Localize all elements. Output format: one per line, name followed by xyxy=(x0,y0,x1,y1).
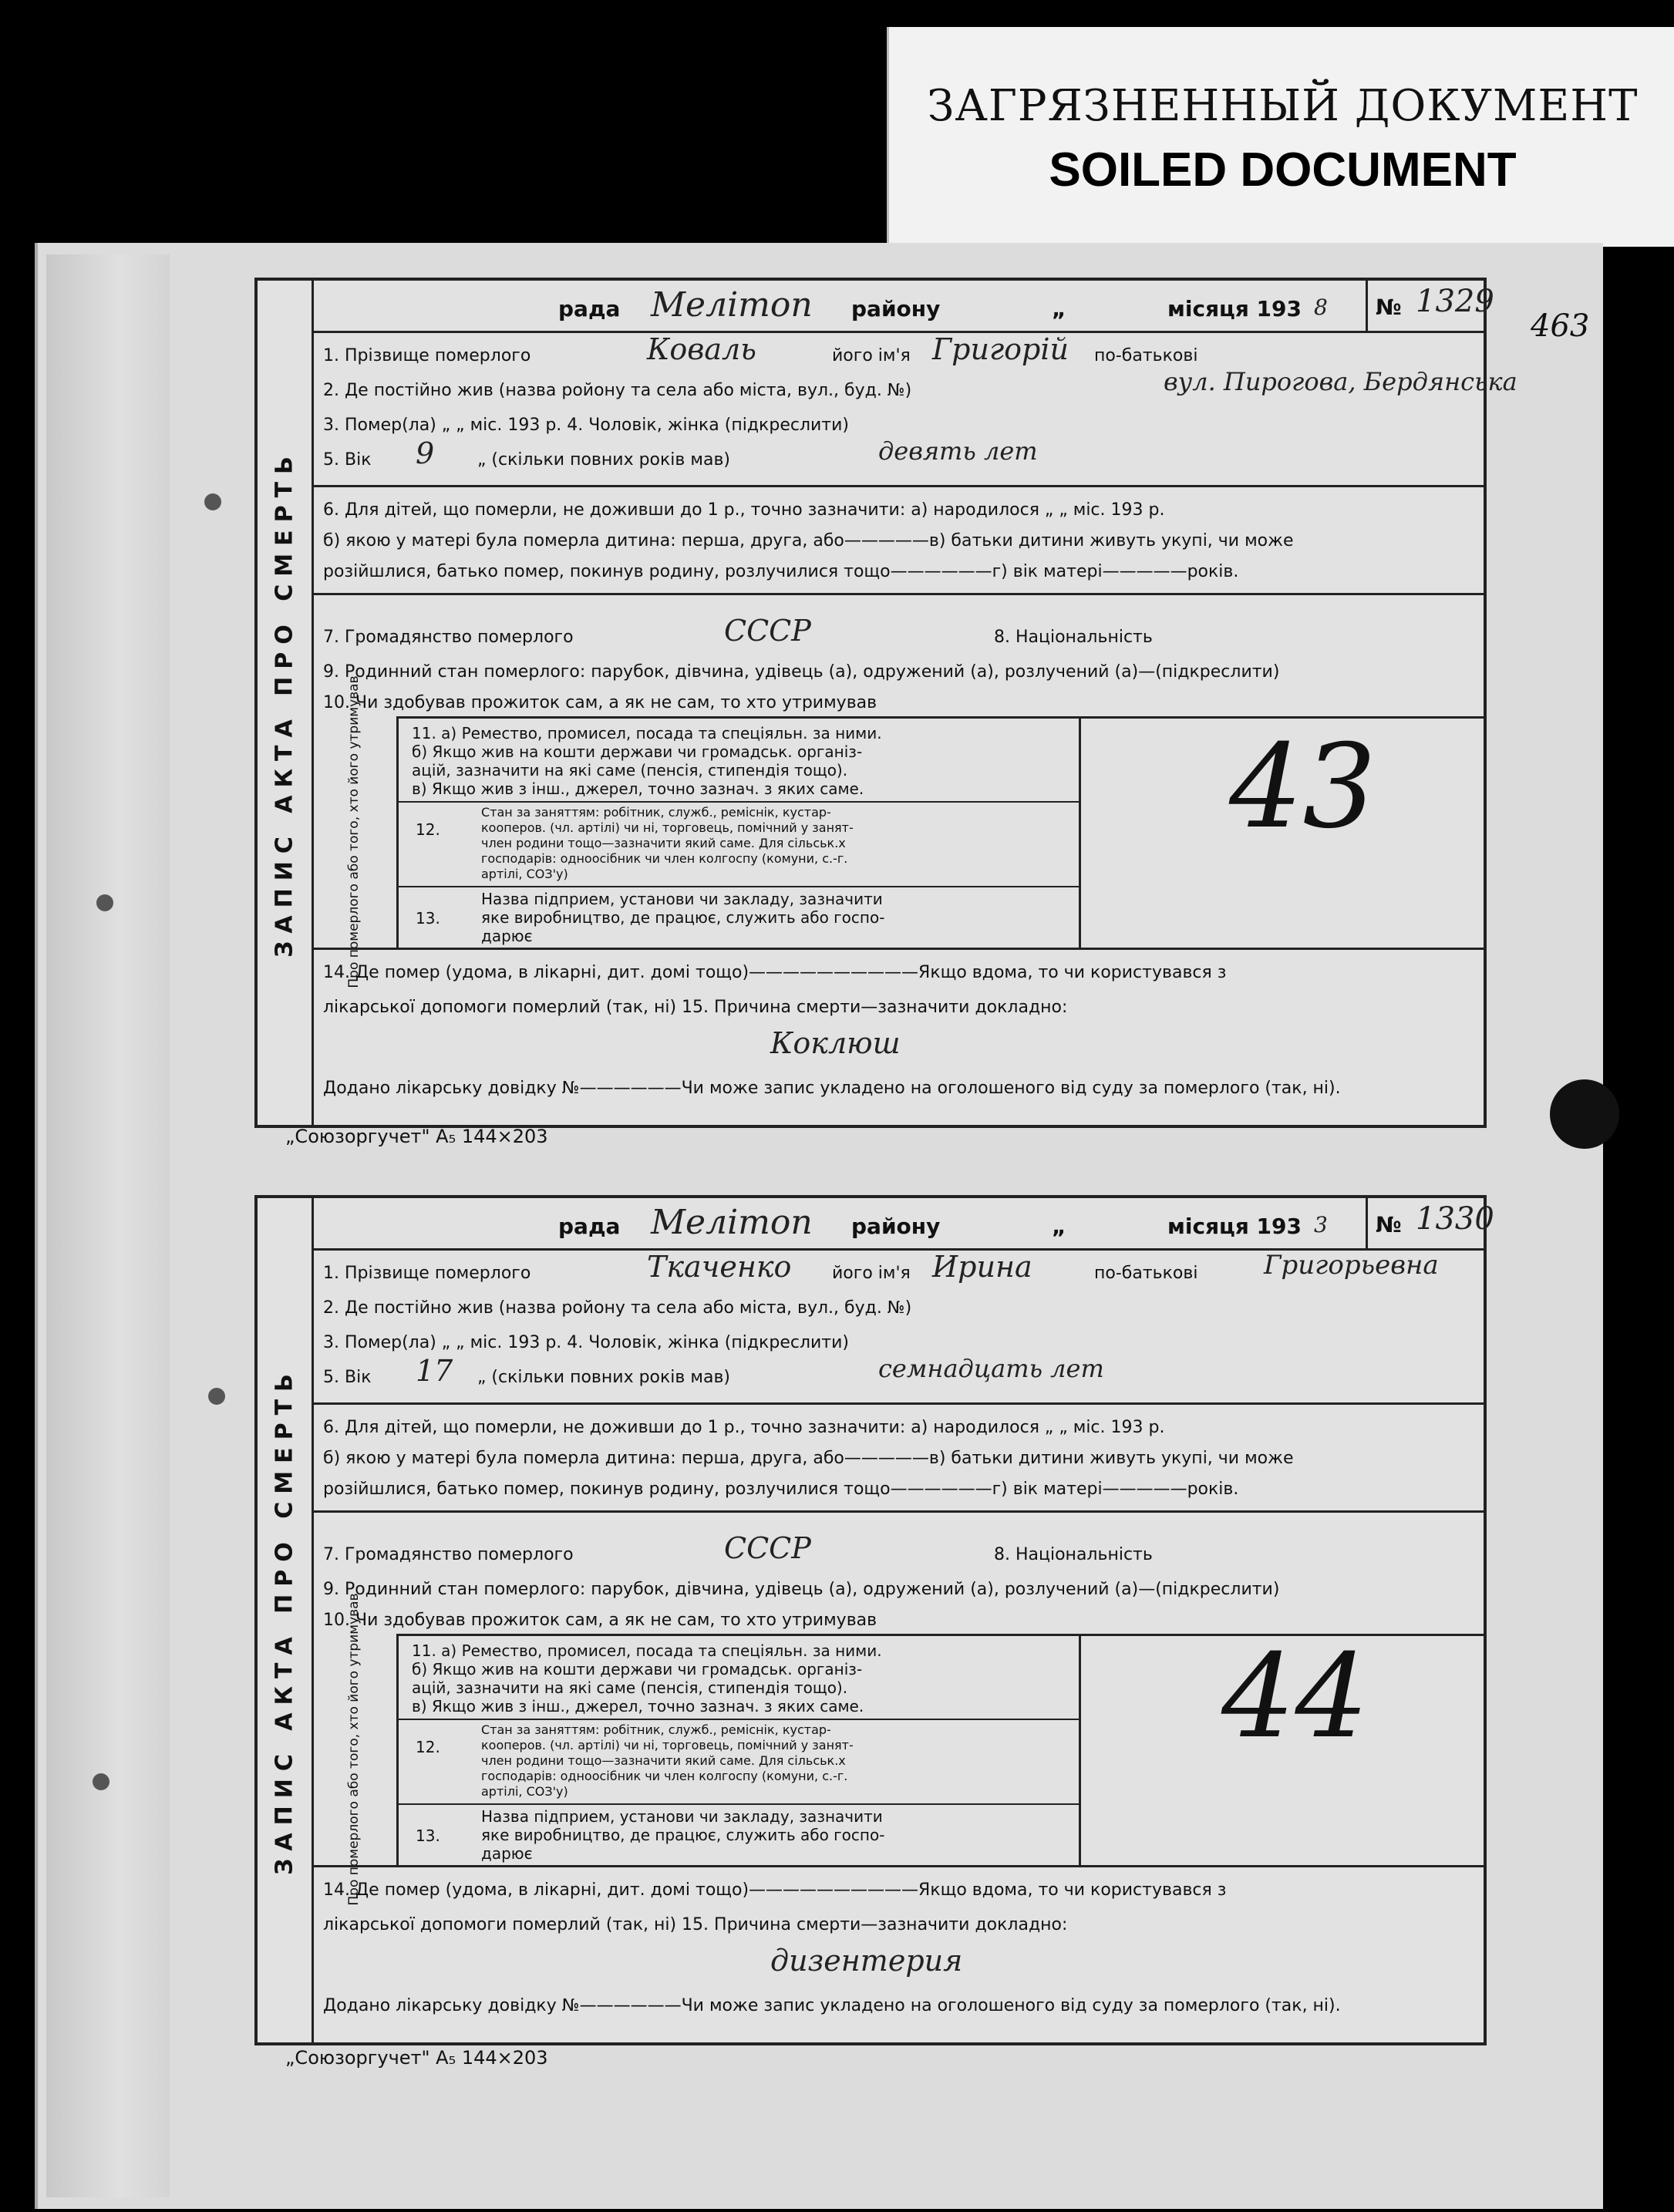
form-side-title: ЗАПИС АКТА ПРО СМЕРТЬ xyxy=(258,281,314,1125)
death-record-form-1: ЗАПИС АКТА ПРО СМЕРТЬ рада Мелітоп районy „ місяця 193 8 № 1329 1. Прізвище померлого Коваль його ім'я Григорій по-батькові 2. Де постійно жив (назва ройону та села або міста, вул., буд. №) вул. Пирогова, Бердянська 3. Помер(ла) „ „ міс. 193 р. 4. Чоловік, жінка (підкреслити) 5. Вік 9 „ (скільки повних років мав) девять лет 6. Для дітей, що померли, не доживши до 1 р., точно зазначити: а) народилося „ „ міс. 193 р. б) якою у матері була померла дитина: перша, друга, або—————в) батьки дитини живуть укупі, чи може розійшлися, батько помер, покинув родину, розлучилися тощо——————г) вік матері—————років. 7. Громадянство померлого СССР 8. Національність 9. Родинний стан померлого: парубок, дівчина, удівець (а), одружений (а), розлучений (а)—(підкреслити) 10. Чи здобував прожиток сам, а як не сам, то хто утримував Про померлого або того, хто його утримував 11. а) Ремество, промисел, посада та спеціяльн. за ними. б) Якщо жив на кошти держави чи громадськ. організ- ацій, зазначити на які саме (пенсія, стипендія тощо). в) Якщо жив з інш., джерел, точно зазнач. з яких саме. 12. Стан за заняттям: робітник, служб., реміснік, кустар- кооперов. (чл. артілі) чи ні, торговець, помічний у занят- член родини тощо—зазначити який саме. Для сільськ.х господарів: одноосібник чи член колгоспу (комуни, с.-г. артілі, СОЗ'у) 13. Назва підприем, установи чи закладу, зазначити яке виробництво, де працює, служить або госпо- дарює 43 14. Де помер (удома, в лікарні, дит. домі тощо)——————————Якщо вдома, то чи користувався з лікарської допомоги померлий (так, ні) 15. Причина смерти—зазначити докладно: Коклюш Додано лікарську довідку №——————Чи може запис укладено на оголошеного від суду за померлого (так, ні). xyxy=(254,278,1487,1128)
binding-hole xyxy=(96,894,113,911)
row-died: 3. Помер(ла) „ „ міс. 193 р. 4. Чоловік, жінка (підкреслити) xyxy=(323,1333,849,1352)
record-number-box: № 1329 xyxy=(1366,281,1484,331)
row-marital: 9. Родинний стан померлого: парубок, дівчина, удівець (а), одружений (а), розлучений (а)—(підкреслити) xyxy=(323,662,1280,682)
cell-12: Стан за заняттям: робітник, служб., реміснік, кустар- кооперов. (чл. артілі) чи ні, торговець, помічний у занят- член родини тощо—зазначити який саме. Для сільськ.х господарів: одноосібник чи член колгоспу (комуни, с.-г. артілі, СОЗ'у) xyxy=(481,805,854,881)
cell-13: Назва підприем, установи чи закладу, зазначити яке виробництво, де працює, служить або госпо- дарює xyxy=(481,1807,885,1863)
binding-hole xyxy=(204,493,221,510)
form-side-title: ЗАПИС АКТА ПРО СМЕРТЬ xyxy=(258,1198,314,2042)
row-residence: 2. Де постійно жив (назва ройону та села або міста, вул., буд. №) вул. Пирогова, Бердянська xyxy=(323,367,1517,400)
city-handwritten: Мелітоп xyxy=(651,285,813,325)
big-handwritten-number: 44 xyxy=(1221,1630,1369,1764)
paper-clip xyxy=(1550,1079,1619,1149)
form-header: рада Мелітоп районy „ місяця 193 8 № 1329 xyxy=(312,281,1484,333)
row-place-of-death: 14. Де помер (удома, в лікарні, дит. домі тощо)——————————Якщо вдома, то чи користувався з xyxy=(323,1880,1227,1900)
binding-hole xyxy=(208,1388,225,1405)
city-handwritten: Мелітоп xyxy=(651,1203,813,1242)
stamp-english-text: SOILED DOCUMENT xyxy=(1049,143,1517,197)
form-header: рада Мелітоп районy „ місяця 193 3 № 1330 xyxy=(312,1198,1484,1251)
row-infant-c: розійшлися, батько помер, покинув родину, розлучилися тощо——————г) вік матері—————років. xyxy=(323,562,1239,581)
row-livelihood: 10. Чи здобував прожиток сам, а як не сам, то хто утримував xyxy=(323,693,877,712)
cell-13-number: 13. xyxy=(416,1826,440,1845)
record-number: 1329 xyxy=(1416,284,1494,319)
row-age: 5. Вік 17 „ (скільки повних років мав) семнадцать лет xyxy=(323,1354,1104,1388)
row-age: 5. Вік 9 „ (скільки повних років мав) девять лет xyxy=(323,436,1038,470)
cell-11: 11. а) Ремество, промисел, посада та спеціяльн. за ними. б) Якщо жив на кошти держави чи громадськ. організ- ацій, зазначити на які саме (пенсія, стипендія тощо). в) Якщо жив з інш., джерел, точно зазнач. з яких саме. xyxy=(412,1641,882,1715)
row-citizenship: 7. Громадянство померлого СССР 8. Національність xyxy=(323,614,1153,648)
cell-13: Назва підприем, установи чи закладу, зазначити яке виробництво, де працює, служить або госпо- дарює xyxy=(481,890,885,945)
row-marital: 9. Родинний стан померлого: парубок, дівчина, удівець (а), одружений (а), розлучений (а)—(підкреслити) xyxy=(323,1580,1280,1599)
row-infant-a: 6. Для дітей, що померли, не доживши до 1 р., точно зазначити: а) народилося „ „ міс. 193 р. xyxy=(323,1418,1165,1437)
binding-hole xyxy=(93,1773,109,1790)
record-number-box: № 1330 xyxy=(1366,1198,1484,1248)
record-number: 1330 xyxy=(1416,1201,1494,1237)
form-footer-1: „Союзоргучет" А₅ 144×203 xyxy=(285,1126,548,1147)
cell-12-number: 12. xyxy=(416,1738,440,1756)
row-place-of-death: 14. Де помер (удома, в лікарні, дит. домі тощо)——————————Якщо вдома, то чи користувався з xyxy=(323,963,1227,982)
row-livelihood: 10. Чи здобував прожиток сам, а як не сам, то хто утримував xyxy=(323,1611,877,1630)
sub-side-label: Про померлого або того, хто його утримував xyxy=(312,716,399,948)
cell-12: Стан за заняттям: робітник, служб., реміснік, кустар- кооперов. (чл. артілі) чи ні, торговець, помічний у занят- член родини тощо—зазначити який саме. Для сільськ.х господарів: одноосібник чи член колгоспу (комуни, с.-г. артілі, СОЗ'у) xyxy=(481,1722,854,1799)
cell-12-number: 12. xyxy=(416,820,440,839)
soiled-document-stamp xyxy=(887,27,1674,247)
sub-side-label: Про померлого або того, хто його утримував xyxy=(312,1634,399,1865)
row-infant-a: 6. Для дітей, що померли, не доживши до 1 р., точно зазначити: а) народилося „ „ міс. 193 р. xyxy=(323,500,1165,520)
stamp-russian-text: ЗАГРЯЗНЕННЫЙ ДОКУМЕНТ xyxy=(927,81,1639,131)
row-surname: 1. Прізвище померлого Ткаченко його ім'я Ирина по-батькові Григорьевна xyxy=(323,1250,1439,1284)
row-certificate: Додано лікарську довідку №——————Чи може запис укладено на оголошеного від суду за померлого (так, ні). xyxy=(323,1079,1341,1098)
big-handwritten-number: 43 xyxy=(1229,720,1376,854)
page-binding xyxy=(46,254,170,2197)
row-cause-label: лікарської допомоги померлий (так, ні) 15. Причина смерти—зазначити докладно: xyxy=(323,998,1068,1017)
margin-note: 463 xyxy=(1531,308,1590,344)
row-surname: 1. Прізвище померлого Коваль його ім'я Григорій по-батькові xyxy=(323,332,1198,366)
row-infant-b: б) якою у матері була померла дитина: перша, друга, або—————в) батьки дитини живуть укупі, чи може xyxy=(323,531,1294,550)
row-died: 3. Помер(ла) „ „ міс. 193 р. 4. Чоловік, жінка (підкреслити) xyxy=(323,416,849,435)
form-footer-2: „Союзоргучет" А₅ 144×203 xyxy=(285,2047,548,2069)
row-infant-b: б) якою у матері була померла дитина: перша, друга, або—————в) батьки дитини живуть укупі, чи може xyxy=(323,1449,1294,1468)
row-residence: 2. Де постійно жив (назва ройону та села або міста, вул., буд. №) xyxy=(323,1298,912,1318)
cell-13-number: 13. xyxy=(416,909,440,928)
death-record-form-2: ЗАПИС АКТА ПРО СМЕРТЬ рада Мелітоп районy „ місяця 193 3 № 1330 1. Прізвище померлого Ткаченко його ім'я Ирина по-батькові Григорьевна 2. Де постійно жив (назва ройону та села або міста, вул., буд. №) 3. Помер(ла) „ „ міс. 193 р. 4. Чоловік, жінка (підкреслити) 5. Вік 17 „ (скільки повних років мав) семнадцать лет 6. Для дітей, що померли, не доживши до 1 р., точно зазначити: а) народилося „ „ міс. 193 р. б) якою у матері була померла дитина: перша, друга, або—————в) батьки дитини живуть укупі, чи може розійшлися, батько помер, покинув родину, розлучилися тощо——————г) вік матері—————років. 7. Громадянство померлого СССР 8. Національність 9. Родинний стан померлого: парубок, дівчина, удівець (а), одружений (а), розлучений (а)—(підкреслити) 10. Чи здобував прожиток сам, а як не сам, то хто утримував Про померлого або того, хто його утримував 11. а) Ремество, промисел, посада та спеціяльн. за ними. б) Якщо жив на кошти держави чи громадськ. організ- ацій, зазначити на які саме (пенсія, стипендія тощо). в) Якщо жив з інш., джерел, точно зазнач. з яких саме. 12. Стан за заняттям: робітник, служб., реміснік, кустар- кооперов. (чл. артілі) чи ні, торговець, помічний у занят- член родини тощо—зазначити який саме. Для сільськ.х господарів: одноосібник чи член колгоспу (комуни, с.-г. артілі, СОЗ'у) 13. Назва підприем, установи чи закладу, зазначити яке виробництво, де працює, служить або госпо- дарює 44 14. Де помер (удома, в лікарні, дит. домі тощо)——————————Якщо вдома, то чи користувався з лікарської допомоги померлий (так, ні) 15. Причина смерти—зазначити докладно: дизентерия Додано лікарську довідку №——————Чи може запис укладено на оголошеного від суду за померлого (так, ні). xyxy=(254,1195,1487,2045)
cell-11: 11. а) Ремество, промисел, посада та спеціяльн. за ними. б) Якщо жив на кошти держави чи громадськ. організ- ацій, зазначити на які саме (пенсія, стипендія тощо). в) Якщо жив з інш., джерел, точно зазнач. з яких саме. xyxy=(412,724,882,798)
row-cause-label: лікарської допомоги померлий (так, ні) 15. Причина смерти—зазначити докладно: xyxy=(323,1915,1068,1934)
row-certificate: Додано лікарську довідку №——————Чи може запис укладено на оголошеного від суду за померлого (так, ні). xyxy=(323,1996,1341,2015)
row-infant-c: розійшлися, батько помер, покинув родину, розлучилися тощо——————г) вік матері—————років. xyxy=(323,1480,1239,1499)
row-citizenship: 7. Громадянство померлого СССР 8. Національність xyxy=(323,1531,1153,1565)
